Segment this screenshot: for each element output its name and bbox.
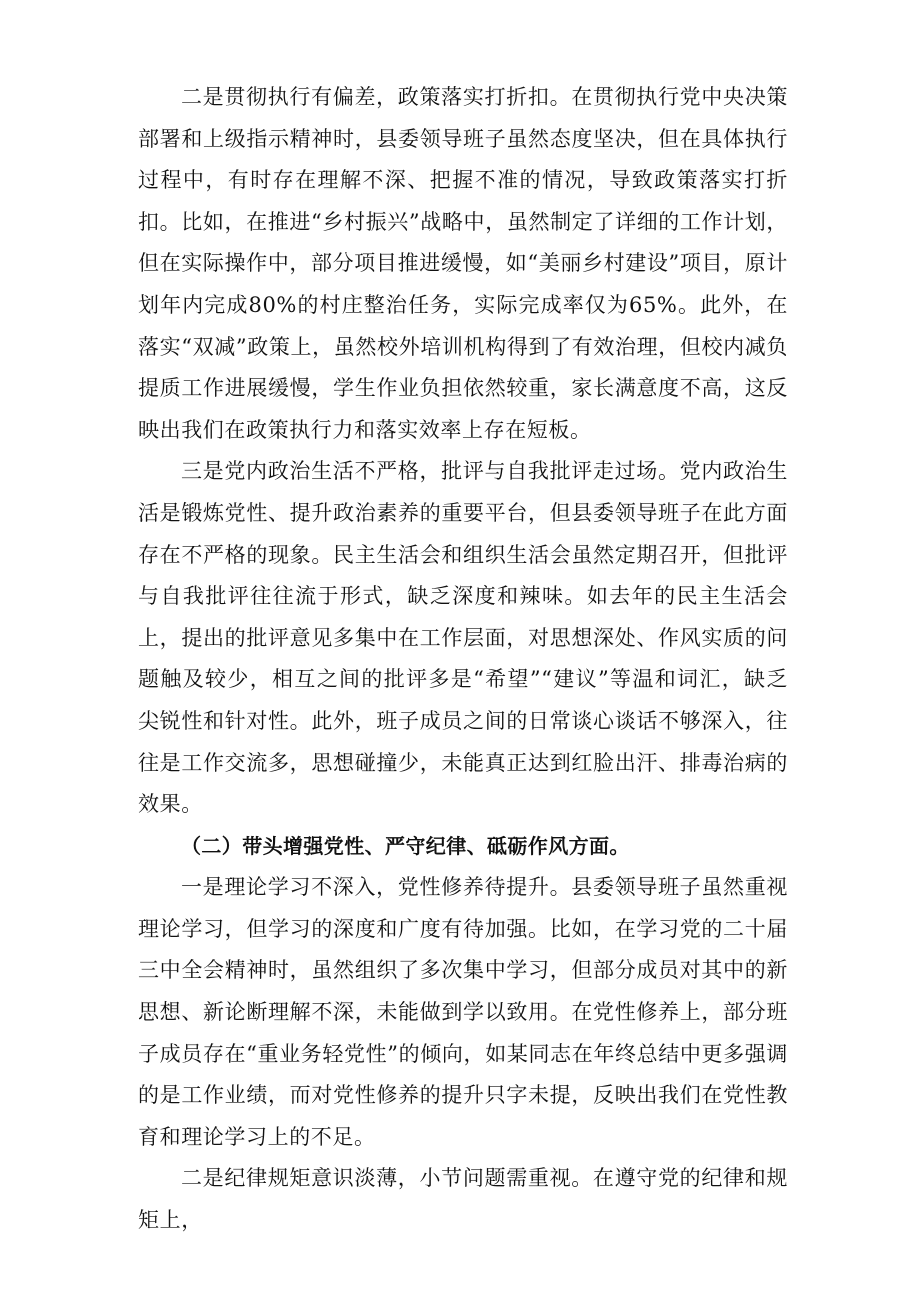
section-heading: （二）带头增强党性、严守纪律、砥砺作风方面。 [181,833,630,858]
document-body [138,77,788,1242]
paragraph-party-political-life: 三是党内政治生活不严格，批评与自我批评走过场。党内政治生活是锻炼党性、提升政治素养的重要平台，但县委领导班子在此方面存在不严格的现象。民主生活会和组织生活会虽然定期召开，但批评与自我批评往往流于形式，缺乏深度和辣味。如去年的民主生活会上，提出的批评意见多集中在工作层面，对思想深处、作风实质的问题触及较少，相互之间的批评多是“希望”“建议”等温和词汇，缺乏尖锐性和针对性。此外，班子成员之间的日常谈心谈话不够深入，往往是工作交流多，思想碰撞少，未能真正达到红脸出汗、排毒治病的效果。 [138,459,788,817]
paragraph-policy-implementation: 二是贯彻执行有偏差，政策落实打折扣。在贯彻执行党中央决策部署和上级指示精神时，县委领导班子虽然态度坚决，但在具体执行过程中，有时存在理解不深、把握不准的情况，导致政策落实打折扣。比如，在推进“乡村振兴”战略中，虽然制定了详细的工作计划，但在实际操作中，部分项目推进缓慢，如“美丽乡村建设”项目，原计划年内完成80%的村庄整治任务，实际完成率仅为65%。此外，在落实“双减”政策上，虽然校外培训机构得到了有效治理，但校内减负提质工作进展缓慢，学生作业负担依然较重，家长满意度不高，这反映出我们在政策执行力和落实效率上存在短板。 [138,85,788,442]
paragraph-discipline: 二是纪律规矩意识淡薄，小节问题需重视。在遵守党的纪律和规矩上， [138,1166,788,1233]
paragraph-theory-study: 一是理论学习不深入，党性修养待提升。县委领导班子虽然重视理论学习，但学习的深度和广度有待加强。比如，在学习党的二十届三中全会精神时，虽然组织了多次集中学习，但部分成员对其中的新思想、新论断理解不深，未能做到学以致用。在党性修养上，部分班子成员存在“重业务轻党性”的倾向，如某同志在年终总结中更多强调的是工作业绩，而对党性修养的提升只字未提，反映出我们在党性教育和理论学习上的不足。 [138,875,788,1149]
